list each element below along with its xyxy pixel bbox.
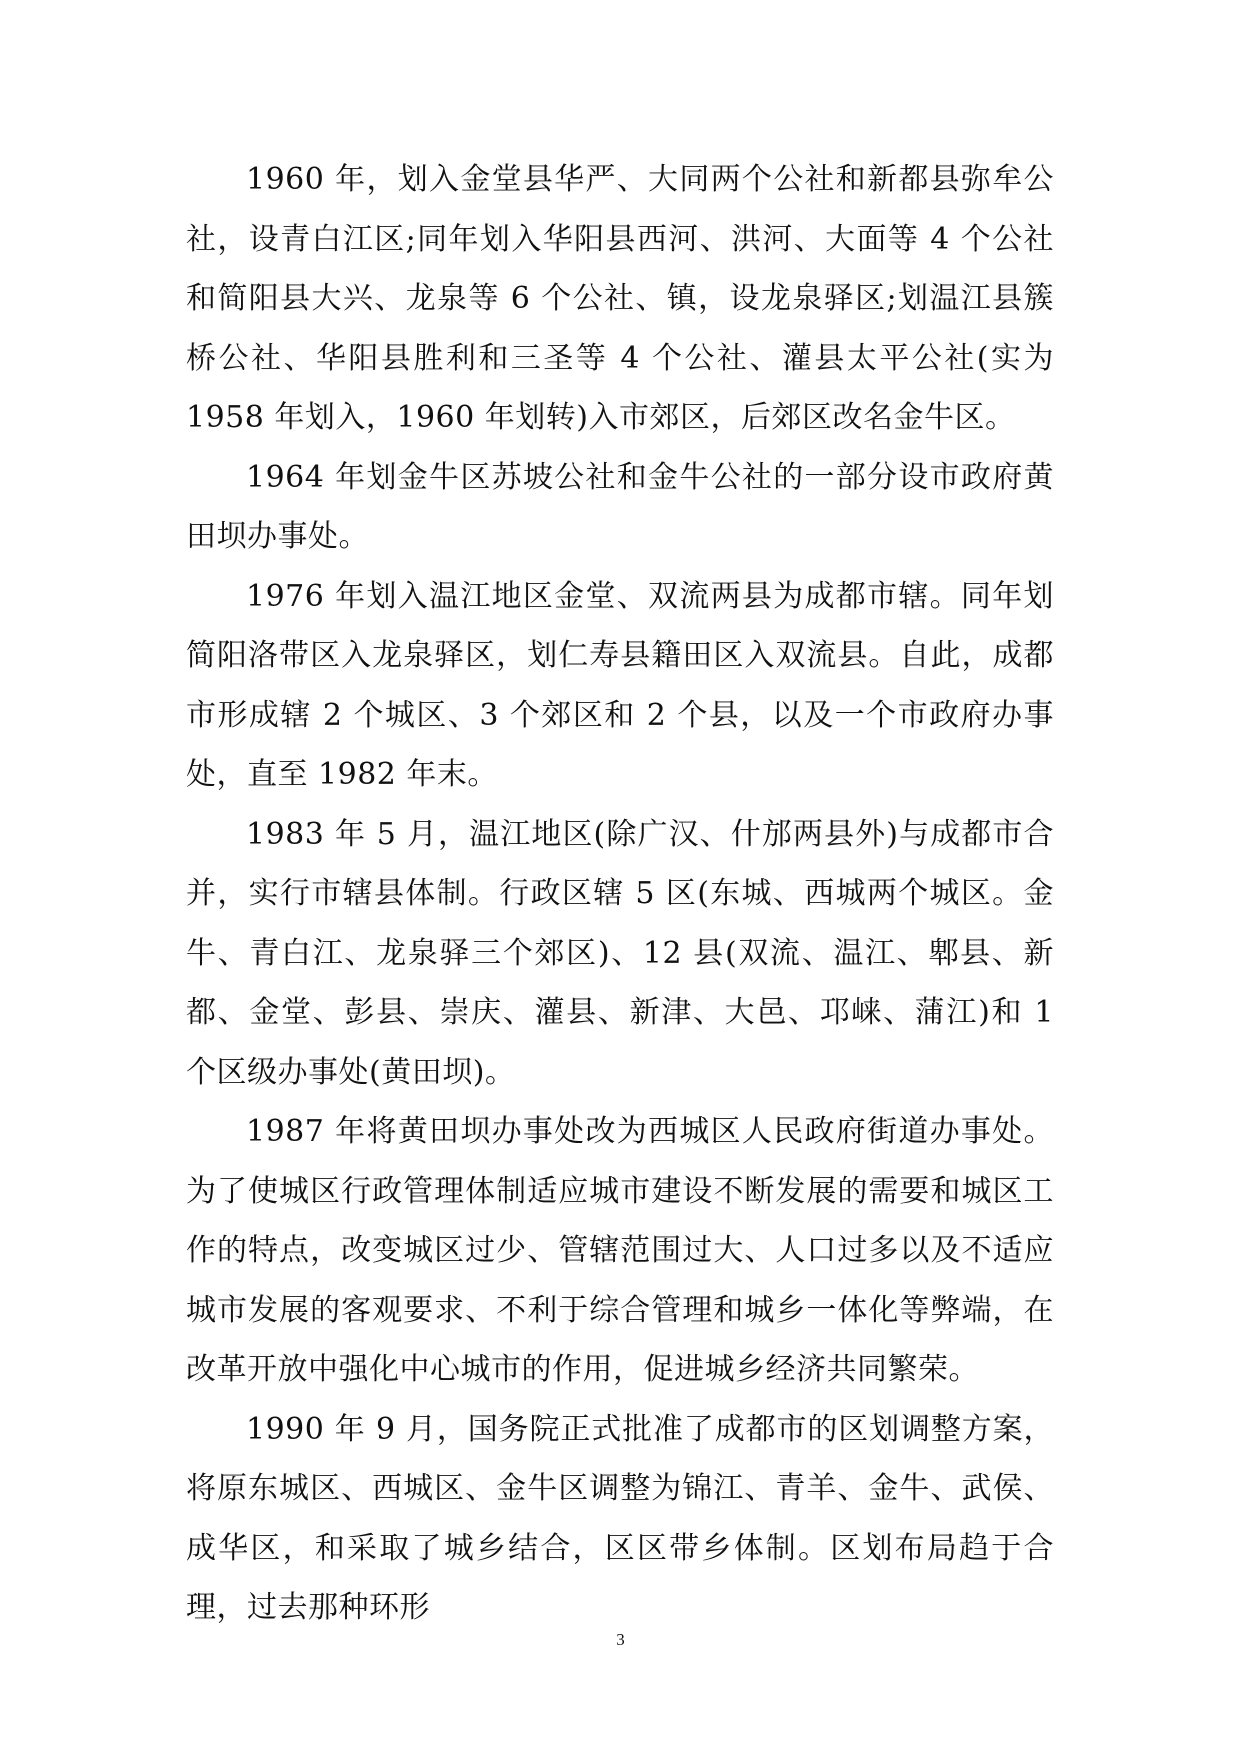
paragraph-1990: 1990 年 9 月，国务院正式批准了成都市的区划调整方案，将原东城区、西城区、金牛区调整为锦江、青羊、金牛、武侯、成华区，和采取了城乡结合，区区带乡体制。区划布局趋于合理，过去那种环形 [186, 1411, 1054, 1625]
paragraph-1960: 1960 年，划入金堂县华严、大同两个公社和新都县弥牟公社，设青白江区;同年划入华阳县西河、洪河、大面等 4 个公社和简阳县大兴、龙泉等 6 个公社、镇，设龙泉驿区;划温江县簇桥公社、华阳县胜利和三圣等 4 个公社、灌县太平公社(实为 1958 年划入，1960 年划转)入市郊区，后郊区改名金牛区。 [186, 162, 1054, 435]
paragraph-1964: 1964 年划金牛区苏坡公社和金牛公社的一部分设市政府黄田坝办事处。 [186, 459, 1054, 554]
paragraph-1983: 1983 年 5 月，温江地区(除广汉、什邡两县外)与成都市合并，实行市辖县体制。行政区辖 5 区(东城、西城两个城区。金牛、青白江、龙泉驿三个郊区)、12 县(双流、温江、郫县、新都、金堂、彭县、崇庆、灌县、新津、大邑、邛崃、蒲江)和 1 个区级办事处(黄田坝)。 [186, 816, 1054, 1090]
page-number: 3 [616, 1630, 625, 1649]
paragraph-1976: 1976 年划入温江地区金堂、双流两县为成都市辖。同年划简阳洛带区入龙泉驿区，划仁寿县籍田区入双流县。自此，成都市形成辖 2 个城区、3 个郊区和 2 个县，以及一个市政府办事处，直至 1982 年末。 [186, 578, 1054, 792]
paragraph-1987: 1987 年将黄田坝办事处改为西城区人民政府街道办事处。为了使城区行政管理体制适应城市建设不断发展的需要和城区工作的特点，改变城区过少、管辖范围过大、人口过多以及不适应城市发展的客观要求、不利于综合管理和城乡一体化等弊端，在改革开放中强化中心城市的作用，促进城乡经济共同繁荣。 [186, 1114, 1054, 1387]
page-body [186, 150, 1054, 1638]
